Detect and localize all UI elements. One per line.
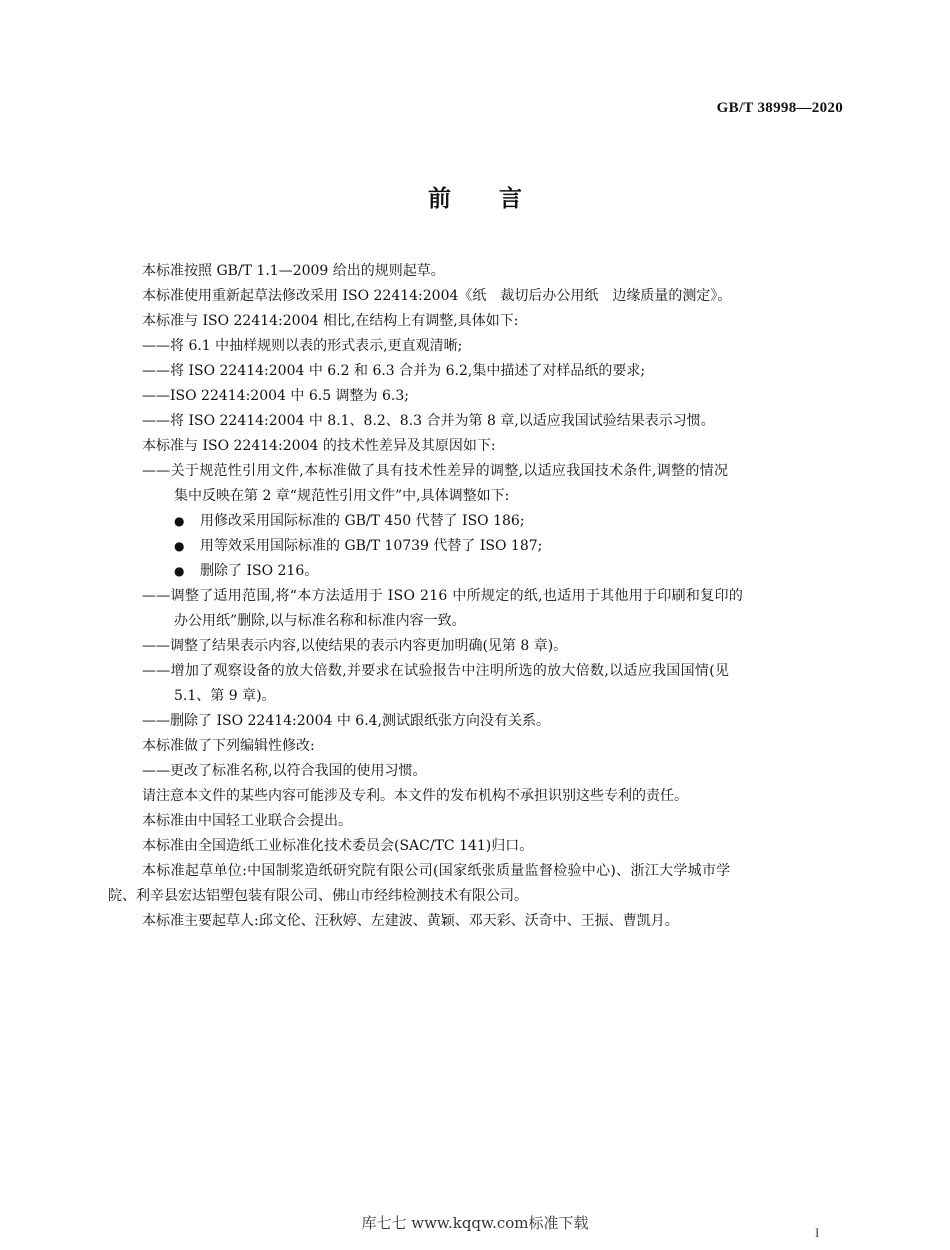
paragraph: 本标准使用重新起草法修改采用 ISO 22414:2004《纸 裁切后办公用纸 边缘质量的测定》。 xyxy=(142,288,732,304)
page-number: I xyxy=(815,1225,820,1240)
bullet-text: 用修改采用国际标准的 GB/T 450 代替了 ISO 186; xyxy=(200,513,525,529)
paragraph-continuation: 院、利辛县宏达铝塑包装有限公司、佛山市经纬检测技术有限公司。 xyxy=(108,888,528,904)
dash-item-continuation: 5.1、第 9 章)。 xyxy=(174,688,276,704)
dash-item: ——将 ISO 22414:2004 中 6.2 和 6.3 合并为 6.2,集中描述了对样品纸的要求; xyxy=(142,363,646,379)
page-title: 前言 xyxy=(428,186,570,212)
footer-watermark: 库七七 www.kqqw.com标准下载 xyxy=(361,1214,589,1232)
paragraph: 本标准与 ISO 22414:2004 相比,在结构上有调整,具体如下: xyxy=(142,313,519,329)
paragraph: 本标准起草单位:中国制浆造纸研究院有限公司(国家纸张质量监督检验中心)、浙江大学城市学 xyxy=(142,863,731,879)
paragraph: 本标准由全国造纸工业标准化技术委员会(SAC/TC 141)归口。 xyxy=(142,838,534,854)
bullet-text: 删除了 ISO 216。 xyxy=(200,563,319,579)
paragraph: 本标准由中国轻工业联合会提出。 xyxy=(142,813,352,829)
paragraph: 本标准与 ISO 22414:2004 的技术性差异及其原因如下: xyxy=(142,438,496,454)
dash-item: ——将 ISO 22414:2004 中 8.1、8.2、8.3 合并为第 8 章,以适应我国试验结果表示习惯。 xyxy=(142,413,715,429)
bullet-icon: ● xyxy=(174,564,185,578)
bullet-text: 用等效采用国际标准的 GB/T 10739 代替了 ISO 187; xyxy=(200,538,543,554)
dash-item-continuation: 办公用纸”删除,以与标准名称和标准内容一致。 xyxy=(174,613,466,629)
dash-item: ——将 6.1 中抽样规则以表的形式表示,更直观清晰; xyxy=(142,338,463,354)
standard-code: GB/T 38998—2020 xyxy=(716,100,843,116)
dash-item: ——调整了适用范围,将“本方法适用于 ISO 216 中所规定的纸,也适用于其他用于印刷和复印的 xyxy=(142,588,744,604)
bullet-item xyxy=(108,509,844,534)
dash-item-continuation: 集中反映在第 2 章“规范性引用文件”中,具体调整如下: xyxy=(174,488,510,504)
bullet-icon: ● xyxy=(174,514,185,528)
bullet-icon: ● xyxy=(174,539,185,553)
bullet-item xyxy=(108,559,844,584)
paragraph: 请注意本文件的某些内容可能涉及专利。本文件的发布机构不承担识别这些专利的责任。 xyxy=(142,788,688,804)
paragraph: 本标准按照 GB/T 1.1—2009 给出的规则起草。 xyxy=(142,263,445,279)
dash-item: ——ISO 22414:2004 中 6.5 调整为 6.3; xyxy=(142,388,409,404)
dash-item: ——更改了标准名称,以符合我国的使用习惯。 xyxy=(142,763,427,779)
paragraph: 本标准做了下列编辑性修改: xyxy=(142,738,315,754)
dash-item: ——关于规范性引用文件,本标准做了具有技术性差异的调整,以适应我国技术条件,调整的情况 xyxy=(142,463,729,479)
dash-item: ——增加了观察设备的放大倍数,并要求在试验报告中注明所选的放大倍数,以适应我国国情(见 xyxy=(142,663,730,679)
dash-item: ——调整了结果表示内容,以使结果的表示内容更加明确(见第 8 章)。 xyxy=(142,638,568,654)
paragraph: 本标准主要起草人:邱文伦、汪秋婷、左建波、黄颖、邓天彩、沃奇中、王振、曹凯月。 xyxy=(142,913,679,929)
bullet-item xyxy=(108,534,844,559)
foreword-body xyxy=(108,259,844,934)
dash-item: ——删除了 ISO 22414:2004 中 6.4,测试跟纸张方向没有关系。 xyxy=(142,713,550,729)
